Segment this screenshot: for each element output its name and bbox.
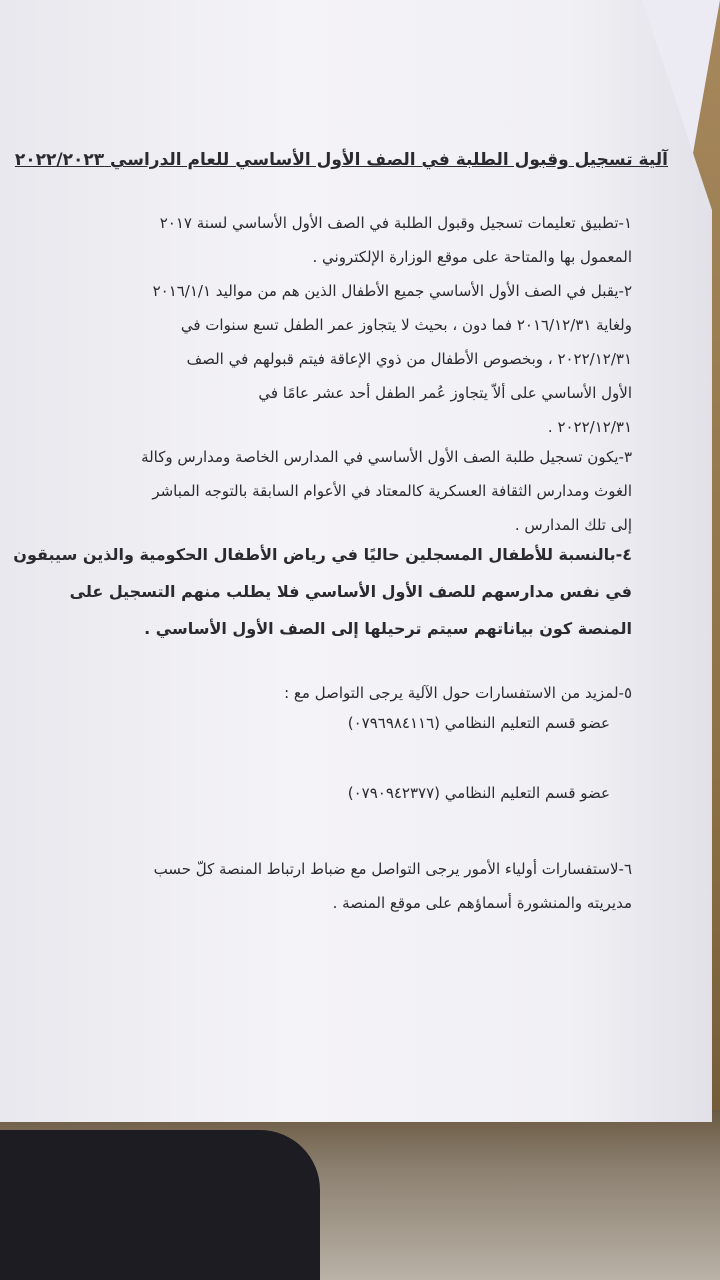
item-1 [112, 206, 632, 274]
contact-1 [90, 706, 610, 740]
item-1-line-2: المعمول بها والمتاحة على موقع الوزارة الإلكتروني . [312, 248, 632, 266]
item-6-line-2: مديريته والمنشورة أسماؤهم على موقع المنصة . [332, 894, 632, 912]
item-3-line-1: ٣-يكون تسجيل طلبة الصف الأول الأساسي في المدارس الخاصة ومدارس وكالة [141, 448, 632, 466]
item-2-line-1: ٢-يقبل في الصف الأول الأساسي جميع الأطفال الذين هم من مواليد ٢٠١٦/١/١ [152, 282, 632, 300]
item-1-line-1: ١-تطبيق تعليمات تسجيل وقبول الطلبة في الصف الأول الأساسي لسنة ٢٠١٧ [159, 214, 632, 232]
item-5-line-1: ٥-لمزيد من الاستفسارات حول الآلية يرجى التواصل مع : [284, 684, 632, 702]
item-3-line-2: الغوث ومدارس الثقافة العسكرية كالمعتاد في الأعوام السابقة بالتوجه المباشر [152, 482, 632, 500]
contact-2 [90, 776, 610, 810]
item-4-line-2: في نفس مدارسهم للصف الأول الأساسي فلا يطلب منهم التسجيل على [69, 582, 632, 601]
document-title: آلية تسجيل وقبول الطلبة في الصف الأول الأساسي للعام الدراسي ٢٠٢٢/٢٠٢٣ [14, 150, 668, 170]
item-2-line-2: ولغاية ٢٠١٦/١٢/٣١ فما دون ، بحيث لا يتجاوز عمر الطفل تسع سنوات في [180, 316, 632, 334]
item-2-line-3: ٢٠٢٢/١٢/٣١ ، وبخصوص الأطفال من ذوي الإعاقة فيتم قبولهم في الصف [186, 350, 632, 368]
item-5 [112, 676, 632, 710]
item-4 [13, 536, 632, 647]
item-4-line-1: ٤-بالنسبة للأطفال المسجلين حاليًا في رياض الأطفال الحكومية والذين سيبقون [13, 545, 632, 564]
item-2 [112, 274, 632, 444]
item-3 [112, 440, 632, 542]
item-6-line-1: ٦-لاستفسارات أولياء الأمور يرجى التواصل مع ضباط ارتباط المنصة كلّ حسب [153, 860, 632, 878]
contact-1-line: عضو قسم التعليم النظامي (٠٧٩٦٩٨٤١١٦) [347, 714, 610, 732]
item-4-line-3: المنصة كون بياناتهم سيتم ترحيلها إلى الصف الأول الأساسي . [144, 619, 632, 638]
item-6 [112, 852, 632, 920]
item-2-line-5: ٢٠٢٢/١٢/٣١ . [547, 418, 632, 436]
item-2-line-4: الأول الأساسي على ألاّ يتجاوز عُمر الطفل أحد عشر عامًا في [258, 384, 632, 402]
item-3-line-3: إلى تلك المدارس . [514, 516, 632, 534]
contact-2-line: عضو قسم التعليم النظامي (٠٧٩٠٩٤٢٣٧٧) [347, 784, 610, 802]
